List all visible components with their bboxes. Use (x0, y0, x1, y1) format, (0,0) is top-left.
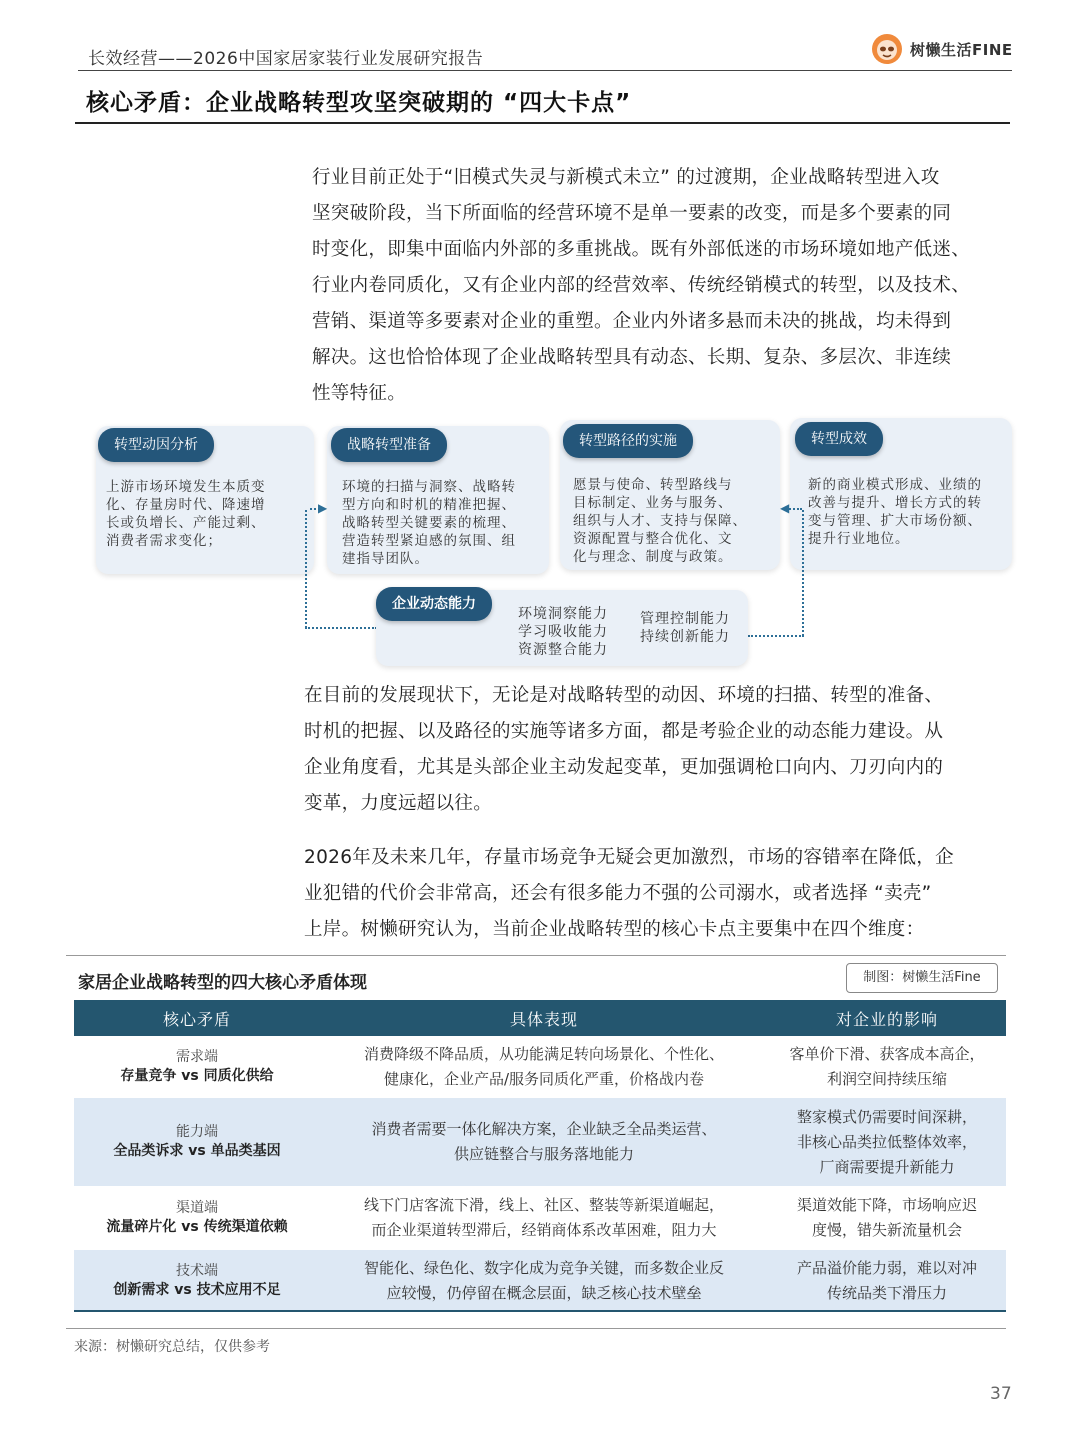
connector-left-vertical (305, 510, 307, 628)
conflict-name: 存量竞争 vs 同质化供给 (120, 1068, 274, 1084)
report-title: 长效经营——2026中国家居家装行业发展研究报告 (88, 49, 484, 69)
text-line: 线下门店客流下滑，线上、社区、整装等新渠道崛起， (363, 1196, 724, 1214)
text-line: 时机的把握、以及路径的实施等诸多方面，都是考验企业的动态能力建设。从 (304, 721, 944, 742)
text-line: 消费降级不降品质，从功能满足转向场景化、个性化、 (363, 1045, 724, 1063)
text-line: 消费者需求变化； (106, 533, 222, 549)
text-line: 供应链整合与服务落地能力 (453, 1145, 634, 1163)
conflict-cell (74, 1186, 320, 1250)
text-line: 战略转型关键要素的梳理、 (342, 515, 516, 531)
text-line: 长或负增长、产能过剩、 (106, 515, 266, 531)
text-line: 行业内卷同质化，又有企业内部的经营效率、传统经销模式的转型，以及技术、 (312, 275, 971, 296)
text-line: 变革，力度远超以往。 (304, 793, 493, 814)
text-line: 改善与提升、增长方式的转 (808, 495, 982, 511)
brand-name: 树懒生活FINE (910, 40, 1013, 59)
text-line: 客单价下滑、获客成本高企， (789, 1045, 985, 1063)
text-line: 目标制定、业务与服务、 (573, 495, 733, 511)
connector-right-horizontal (748, 635, 804, 637)
text-line: 管理控制能力 (640, 611, 730, 627)
text-line: 产品溢价能力弱，难以对冲 (796, 1259, 977, 1277)
stage-text-outcome (808, 476, 1012, 548)
impact-cell (768, 1098, 1006, 1186)
text-line: 提升行业地位。 (808, 531, 910, 547)
analysis-paragraph (304, 678, 1016, 822)
table-row (74, 1098, 1006, 1186)
text-line: 上岸。树懒研究认为，当前企业战略转型的核心卡点主要集中在四个维度： (304, 919, 925, 940)
text-line: 行业目前正处于“旧模式失灵与新模式未立” 的过渡期，企业战略转型进入攻 (312, 167, 940, 188)
table-header-row (74, 1000, 1006, 1036)
text-line: 环境洞察能力 (518, 606, 608, 622)
conflict-side: 需求端 (176, 1049, 218, 1065)
brand (870, 32, 1013, 66)
text-line: 厂商需要提升新能力 (819, 1157, 955, 1176)
text-line: 传统品类下滑压力 (826, 1284, 947, 1302)
text-line: 愿景与使命、转型路线与 (573, 477, 733, 493)
stage-tag-outcome: 转型成效 (795, 422, 883, 456)
text-line: 营销、渠道等多要素对企业的重塑。企业内外诸多悬而未决的挑战，均未得到 (312, 311, 952, 332)
text-line: 环境的扫描与洞察、战略转 (342, 479, 516, 495)
text-line: 性等特征。 (312, 383, 407, 404)
text-line: 化与理念、制度与政策。 (573, 549, 733, 565)
page-number: 37 (990, 1384, 1012, 1404)
text-line: 解决。这也恰恰体现了企业战略转型具有动态、长期、复杂、多层次、非连续 (312, 347, 952, 368)
header-divider (78, 70, 1012, 71)
text-line: 健康化，企业产品/服务同质化严重，价格战内卷 (383, 1070, 705, 1088)
text-line: 渠道效能下降，市场响应迟 (796, 1196, 977, 1214)
text-line: 建指导团队。 (342, 551, 429, 567)
conflict-cell (74, 1098, 320, 1186)
text-line: 在目前的发展现状下，无论是对战略转型的动因、环境的扫描、转型的准备、 (304, 685, 944, 706)
stage-tag-implementation: 转型路径的实施 (563, 424, 693, 458)
stage-text-preparation (342, 478, 546, 568)
table-title: 家居企业战略转型的四大核心矛盾体现 (78, 973, 367, 993)
impact-cell (768, 1250, 1006, 1312)
stage-tag-motive: 转型动因分析 (98, 428, 214, 462)
conflict-cell (74, 1250, 320, 1312)
text-line: 消费者需要一体化解决方案，企业缺乏全品类运营、 (371, 1120, 717, 1138)
text-line: 2026年及未来几年，存量市场竞争无疑会更加激烈，市场的容错率在降低，企 (304, 847, 954, 868)
conflict-side: 能力端 (176, 1124, 218, 1140)
text-line: 持续创新能力 (640, 629, 730, 645)
stage-text-implementation (573, 476, 777, 566)
detail-cell (320, 1186, 768, 1250)
connector-left-horizontal (305, 627, 377, 629)
text-line: 利润空间持续压缩 (826, 1070, 947, 1088)
text-line: 学习吸收能力 (518, 624, 608, 640)
connector-right-vertical (802, 510, 804, 636)
capability-tag: 企业动态能力 (376, 587, 492, 621)
text-line: 坚突破阶段，当下所面临的经营环境不是单一要素的改变，而是多个要素的同 (312, 203, 952, 224)
source-divider (66, 1328, 1006, 1329)
text-line: 型方向和时机的精准把握、 (342, 497, 516, 513)
table-row (74, 1036, 1006, 1098)
text-line: 组织与人才、支持与保障、 (573, 513, 747, 529)
text-line: 度慢，错失新流量机会 (811, 1221, 962, 1239)
text-line: 业犯错的代价会非常高，还会有很多能力不强的公司溺水，或者选择 “卖壳” (304, 883, 932, 904)
text-line: 应较慢，仍停留在概念层面，缺乏核心技术壁垒 (386, 1284, 702, 1302)
section-title: 核心矛盾：企业战略转型攻坚突破期的 “四大卡点” (86, 90, 632, 116)
text-line: 智能化、绿色化、数字化成为竞争关键，而多数企业反 (363, 1259, 724, 1277)
source-note: 来源：树懒研究总结，仅供参考 (74, 1339, 270, 1355)
chart-credit-badge: 制图：树懒生活Fine (846, 963, 998, 993)
detail-cell (320, 1250, 768, 1312)
impact-cell (768, 1186, 1006, 1250)
column-header: 具体表现 (320, 1000, 768, 1036)
text-line: 非核心品类拉低整体效率， (796, 1132, 977, 1151)
intro-paragraph (312, 160, 1022, 412)
text-line: 资源整合能力 (518, 642, 608, 658)
table-top-divider (66, 955, 1006, 956)
capability-list-1 (518, 605, 608, 659)
conflict-table (74, 1000, 1006, 1312)
conflict-side: 渠道端 (176, 1200, 218, 1216)
capability-list-2 (640, 610, 730, 646)
outlook-paragraph (304, 840, 1016, 948)
arrow-left-icon: ◀ (780, 501, 790, 515)
conflict-name: 创新需求 vs 技术应用不足 (113, 1282, 281, 1298)
arrow-right-icon: ▶ (318, 501, 328, 515)
text-line: 化、存量房时代、降速增 (106, 497, 266, 513)
conflict-name: 流量碎片化 vs 传统渠道依赖 (106, 1219, 288, 1235)
table-row (74, 1186, 1006, 1250)
text-line: 上游市场环境发生本质变 (106, 479, 266, 495)
text-line: 而企业渠道转型滞后，经销商体系改革困难，阻力大 (371, 1221, 717, 1239)
table-bottom-divider (74, 1310, 1006, 1312)
sloth-logo-icon (870, 32, 904, 66)
stage-text-motive (106, 478, 306, 550)
title-divider (75, 122, 1010, 124)
impact-cell (768, 1036, 1006, 1098)
table-row (74, 1250, 1006, 1312)
column-header: 对企业的影响 (768, 1000, 1006, 1036)
detail-cell (320, 1036, 768, 1098)
conflict-name: 全品类诉求 vs 单品类基因 (113, 1143, 281, 1159)
text-line: 新的商业模式形成、业绩的 (808, 477, 982, 493)
text-line: 资源配置与整合优化、文 (573, 531, 733, 547)
conflict-side: 技术端 (176, 1263, 218, 1279)
detail-cell (320, 1098, 768, 1186)
conflict-cell (74, 1036, 320, 1098)
text-line: 变与管理、扩大市场份额、 (808, 513, 982, 529)
text-line: 营造转型紧迫感的氛围、组 (342, 533, 516, 549)
column-header: 核心矛盾 (74, 1000, 320, 1036)
text-line: 企业角度看，尤其是头部企业主动发起变革，更加强调枪口向内、刀刃向内的 (304, 757, 944, 778)
text-line: 时变化，即集中面临内外部的多重挑战。既有外部低迷的市场环境如地产低迷、 (312, 239, 971, 260)
stage-tag-preparation: 战略转型准备 (331, 428, 447, 462)
text-line: 整家模式仍需要时间深耕， (796, 1107, 977, 1126)
